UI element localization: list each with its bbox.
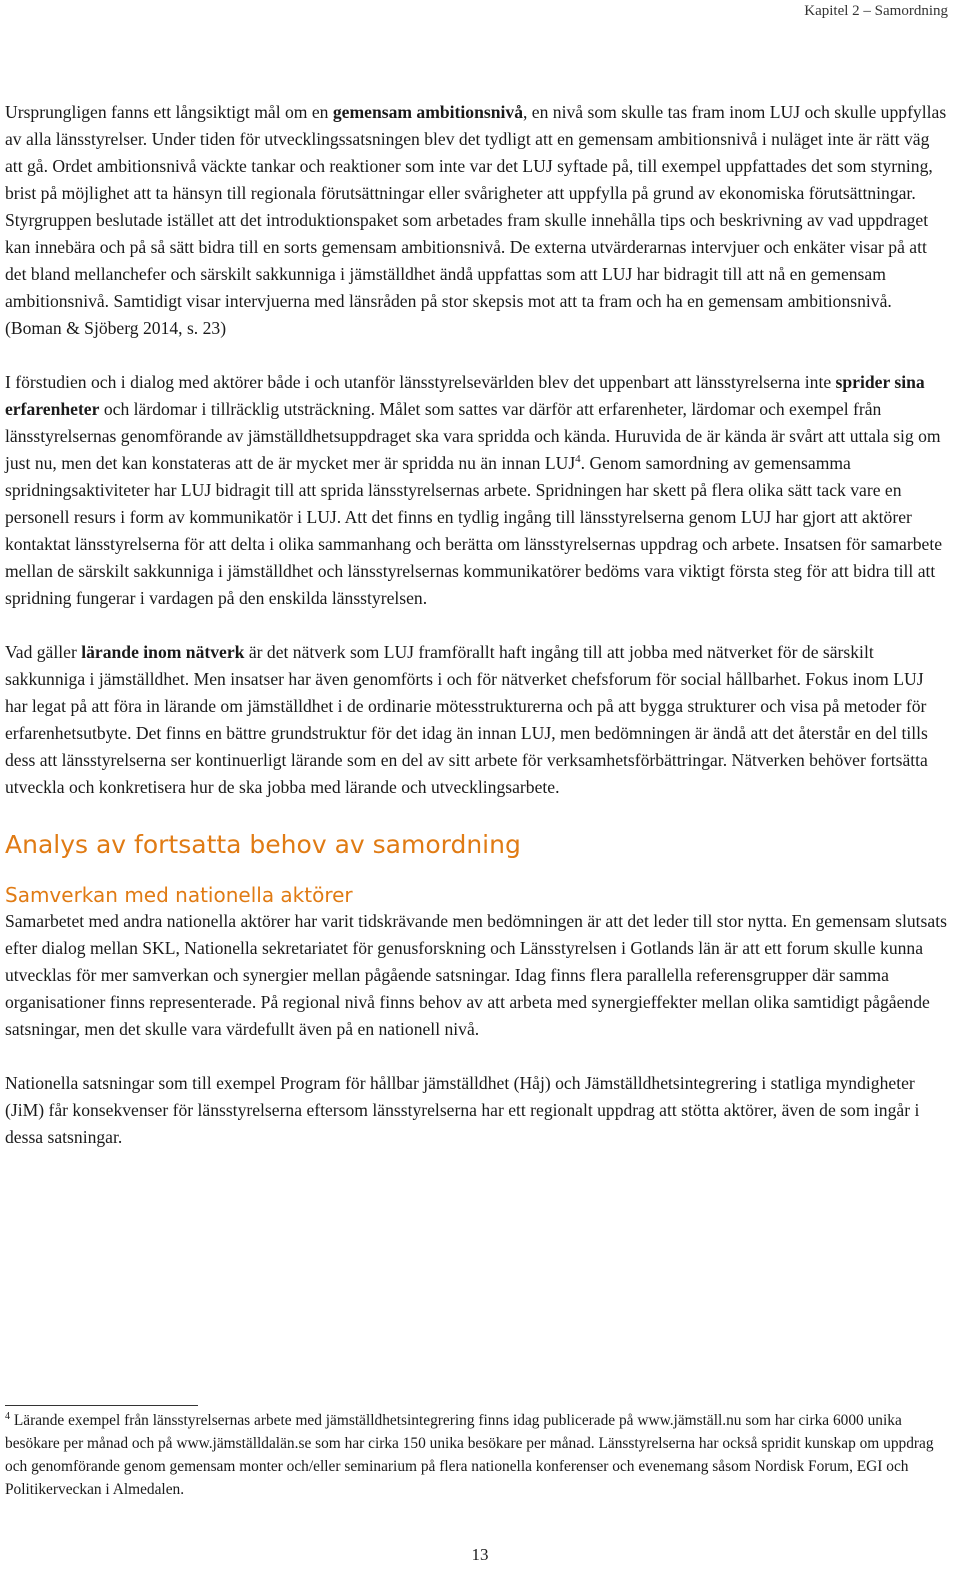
footnote-reference[interactable]: 4 [575, 453, 581, 466]
paragraph-text: I förstudien och i dialog med aktörer både i och utanför länsstyrelsevärlden blev det uppenbart att länsstyrelserna inte [5, 372, 836, 392]
main-content [5, 99, 950, 1151]
paragraph-text: är det nätverk som LUJ framförallt haft ingång till att jobba med nätverket för de särskilt sakkunniga i jämställdhet. Men insatser har även genomförts i och för nätverket chefsforum för social hållbarhet. Fokus inom LUJ har legat på att föra in lärande om jämställdhet i de ordinarie mötesstrukturerna och på att bygga strukturer och visa på metoder för erfarenhetsutbyte. Det finns en bättre grundstruktur för det idag än innan LUJ, men bedömningen är ändå att det återstår en del tills dess att länsstyrelserna ser kontinuerligt lärande som en del av sitt arbete för verksamhetsförbättringar. Nätverken behöver fortsätta utveckla och konkretisera hur de ska jobba med lärande och utvecklingsarbete. [5, 642, 928, 797]
footnote-mark: 4 [5, 1410, 10, 1422]
bold-phrase: lärande inom nätverk [81, 642, 245, 662]
paragraph-text: Vad gäller [5, 642, 82, 662]
page-number: 13 [471, 1545, 489, 1564]
section-heading: Analys av fortsatta behov av samordning [5, 830, 521, 859]
paragraph-sprider-erfarenheter [5, 369, 950, 612]
paragraph-nationella-satsningar: Nationella satsningar som till exempel Program för hållbar jämställdhet (Håj) och Jämställdhetsintegrering i statliga myndigheter (JiM) får konsekvenser för länsstyrelserna eftersom länsstyrelserna har ett regionalt uppdrag att stötta aktörer, även de som ingår i dessa satsningar. [5, 1073, 920, 1147]
paragraph-text: Ursprungligen fanns ett långsiktigt mål om en [5, 102, 333, 122]
bold-phrase: gemensam ambitionsnivå [332, 102, 523, 122]
footnote-text: Lärande exempel från länsstyrelsernas arbete med jämställdhetsintegrering finns idag publicerade på www.jämställ.nu som har cirka 6000 unika besökare per månad och på www.jämställdalän.se som har cirka 150 unika besökare per månad. Länsstyrelserna har också spridit kunskap om uppdrag och genomförande genom gemensam monter och/eller seminarium på flera nationella konferenser och evenemang såsom Nordisk Forum, EGI och Politikerveckan i Almedalen. [5, 1412, 934, 1498]
paragraph-ambitionsniva [5, 99, 950, 342]
paragraph-text: , en nivå som skulle tas fram inom LUJ och skulle uppfyllas av alla länsstyrelser. Under tiden för utvecklingssatsningen blev det tydligt att en gemensam ambitionsnivå i nuläget inte är rätt väg att gå. Ordet ambitionsnivå väckte tankar och reaktioner som inte var det LUJ syftade på, till exempel uppfattades det som styrning, brist på möjlighet att ta hänsyn till regionala förutsättningar eller svårigheter att uppfylla på grund av ekonomiska förutsättningar. Styrgruppen beslutade istället att det introduktionspaket som arbetades fram skulle innehålla tips och beskrivning av vad uppdraget kan innebära och på så sätt bidra till en sorts gemensam ambitionsnivå. De externa utvärderarnas intervjuer och enkäter visar på att det bland mellanchefer och särskilt sakkunniga i jämställdhet ändå uppfattas som att LUJ har bidragit till att nå en gemensam ambitionsnivå. Samtidigt visar intervjuerna med länsråden på stor skepsis mot att ta fram och ha en gemensam ambitionsnivå. (Boman & Sjöberg 2014, s. 23) [5, 102, 947, 338]
paragraph-larande-natverk [5, 639, 950, 801]
paragraph-text: . Genom samordning av gemensamma spridningsaktiviteter har LUJ bidragit till att sprida länsstyrelsernas arbete. Spridningen har skett på flera olika sätt tack vare en personell resurs i form av kommunikatör i LUJ. Att det finns en tydlig ingång till länsstyrelserna genom LUJ har gjort att aktörer kontaktat länsstyrelserna för att delta i olika sammanhang och berätta om länsstyrelsernas uppdrag och arbete. Insatsen för samarbete mellan de särskilt sakkunniga i jämställdhet och länsstyrelsernas kommunikatörer bedöms vara viktigt första steg för att bidra till att spridning fungerar i vardagen på den enskilda länsstyrelsen. [5, 453, 943, 608]
paragraph-samverkan: Samarbetet med andra nationella aktörer har varit tidskrävande men bedömningen är att det leder till stor nytta. En gemensam slutsats efter dialog mellan SKL, Nationella sekretariatet för genusforskning och Länsstyrelsen i Gotlands län är att ett forum skulle kunna utvecklas för mer samverkan och synergier mellan pågående satsningar. Idag finns flera parallella referensgrupper där samma organisationer finns representerade. På regional nivå finns behov av att arbeta med synergieffekter mellan olika samtidigt pågående satsningar, men det skulle vara värdefullt även på en nationell nivå. [5, 911, 947, 1039]
footnote [5, 1409, 950, 1501]
bold-phrase: sprider sina erfarenheter [5, 372, 925, 419]
footnote-separator [5, 1405, 198, 1406]
subsection-heading: Samverkan med nationella aktörer [5, 883, 353, 907]
running-header: Kapitel 2 – Samordning [804, 3, 948, 19]
paragraph-text: och lärdomar i tillräcklig utsträckning. Målet som sattes var därför att erfarenheter, lärdomar och exempel från länsstyrelsernas genomförande av jämställdhetsuppdraget ska vara spridda och kända. Huruvida de är kända är svårt att uttala sig om just nu, men det kan konstateras att de är mycket mer är spridda nu än innan LUJ [5, 399, 941, 473]
